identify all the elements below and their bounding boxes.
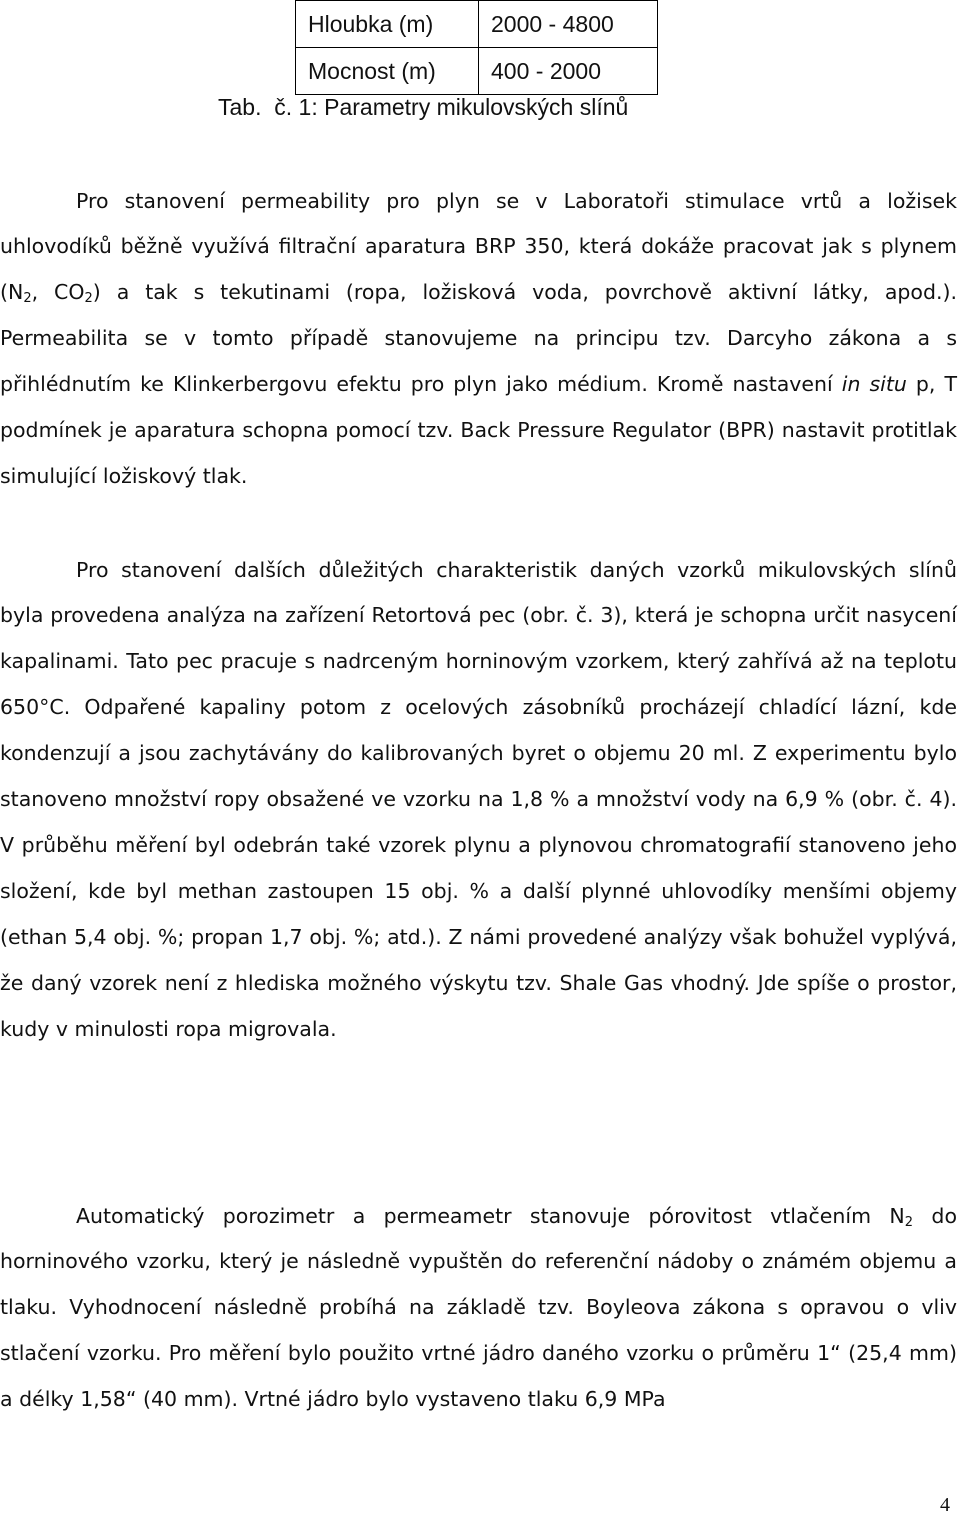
table-caption: Tab. č. 1: Parametry mikulovských slínů <box>218 94 629 120</box>
text-span: do horninového vzorku, který je následně vypuštěn do referenční nádoby o známém objemu a tlaku. Vyhodnocení následně probíhá na základě tzv. Boyleova zákona s opravou o vliv stlačení vzorku. Pro měření bylo použito vrtné jádro daného vzorku o průměru 1“ (25,4 mm) a délky 1,58“ (40 mm). Vrtné jádro bylo vystaveno tlaku 6,9 MPa <box>0 1203 957 1412</box>
table-row <box>296 1 658 48</box>
text-span: , CO <box>31 280 85 305</box>
table-row <box>296 48 658 95</box>
table-cell-value: 400 - 2000 <box>479 48 658 95</box>
page-number: 4 <box>940 1494 950 1516</box>
table-cell-label: Mocnost (m) <box>296 48 479 95</box>
paragraph-permeability <box>0 179 957 500</box>
text-span: ) a tak s tekutinami (ropa, ložisková voda, povrchově aktivní látky, apod.). Permeabilita se v tomto případě stanovujeme na principu tzv. Darcyho zákona a s přihlédnutím ke Klinkerbergovu efektu pro plyn jako médium. Kromě nastavení <box>0 280 957 397</box>
table-cell-label: Hloubka (m) <box>296 1 479 48</box>
table-cell-value: 2000 - 4800 <box>479 1 658 48</box>
parameters-table <box>295 0 658 95</box>
subscript: 2 <box>23 291 32 307</box>
paragraph-retort-analysis: Pro stanovení dalších důležitých charakteristik daných vzorků mikulovských slínů byla provedena analýza na zařízení Retortová pec (obr. č. 3), která je schopna určit nasycení kapalinami. Tato pec pracuje s nadrceným horninovým vzorkem, který zahřívá až na teplotu 650°C. Odpařené kapaliny potom z ocelových zásobníků procházejí chladící lázní, kde kondenzují a jsou zachytávány do kalibrovaných byret o objemu 20 ml. Z experimentu bylo stanoveno množství ropy obsažené ve vzorku na 1,8 % a množství vody na 6,9 % (obr. č. 4). V průběhu měření byl odebrán také vzorek plynu a plynovou chromatografií stanoveno jeho složení, kde byl methan zastoupen 15 obj. % a další plynné uhlovodíky menšími objemy (ethan 5,4 obj. %; propan 1,7 obj. %; atd.). Z námi provedené analýzy však bohužel vyplývá, že daný vzorek není z hlediska možného výskytu tzv. Shale Gas vhodný. Jde spíše o prostor, kudy v minulosti ropa migrovala. <box>0 557 957 1041</box>
text-span: p, T podmínek je aparatura schopna pomocí tzv. Back Pressure Regulator (BPR) nastavit protitlak simulující ložiskový tlak. <box>0 372 957 488</box>
text-span: Automatický porozimetr a permeametr stanovuje pórovitost vtlačením N <box>76 1203 905 1228</box>
subscript: 2 <box>84 291 93 307</box>
subscript: 2 <box>904 1214 914 1230</box>
text-span: Pro stanovení permeability pro plyn se v Laboratoři stimulace vrtů a ložisek uhlovodíků běžně využívá filtrační aparatura BRP 350, která dokáže pracovat jak s plynem (N <box>0 188 957 305</box>
paragraph-porosimeter <box>0 1194 957 1424</box>
italic-term: in situ <box>841 372 907 397</box>
